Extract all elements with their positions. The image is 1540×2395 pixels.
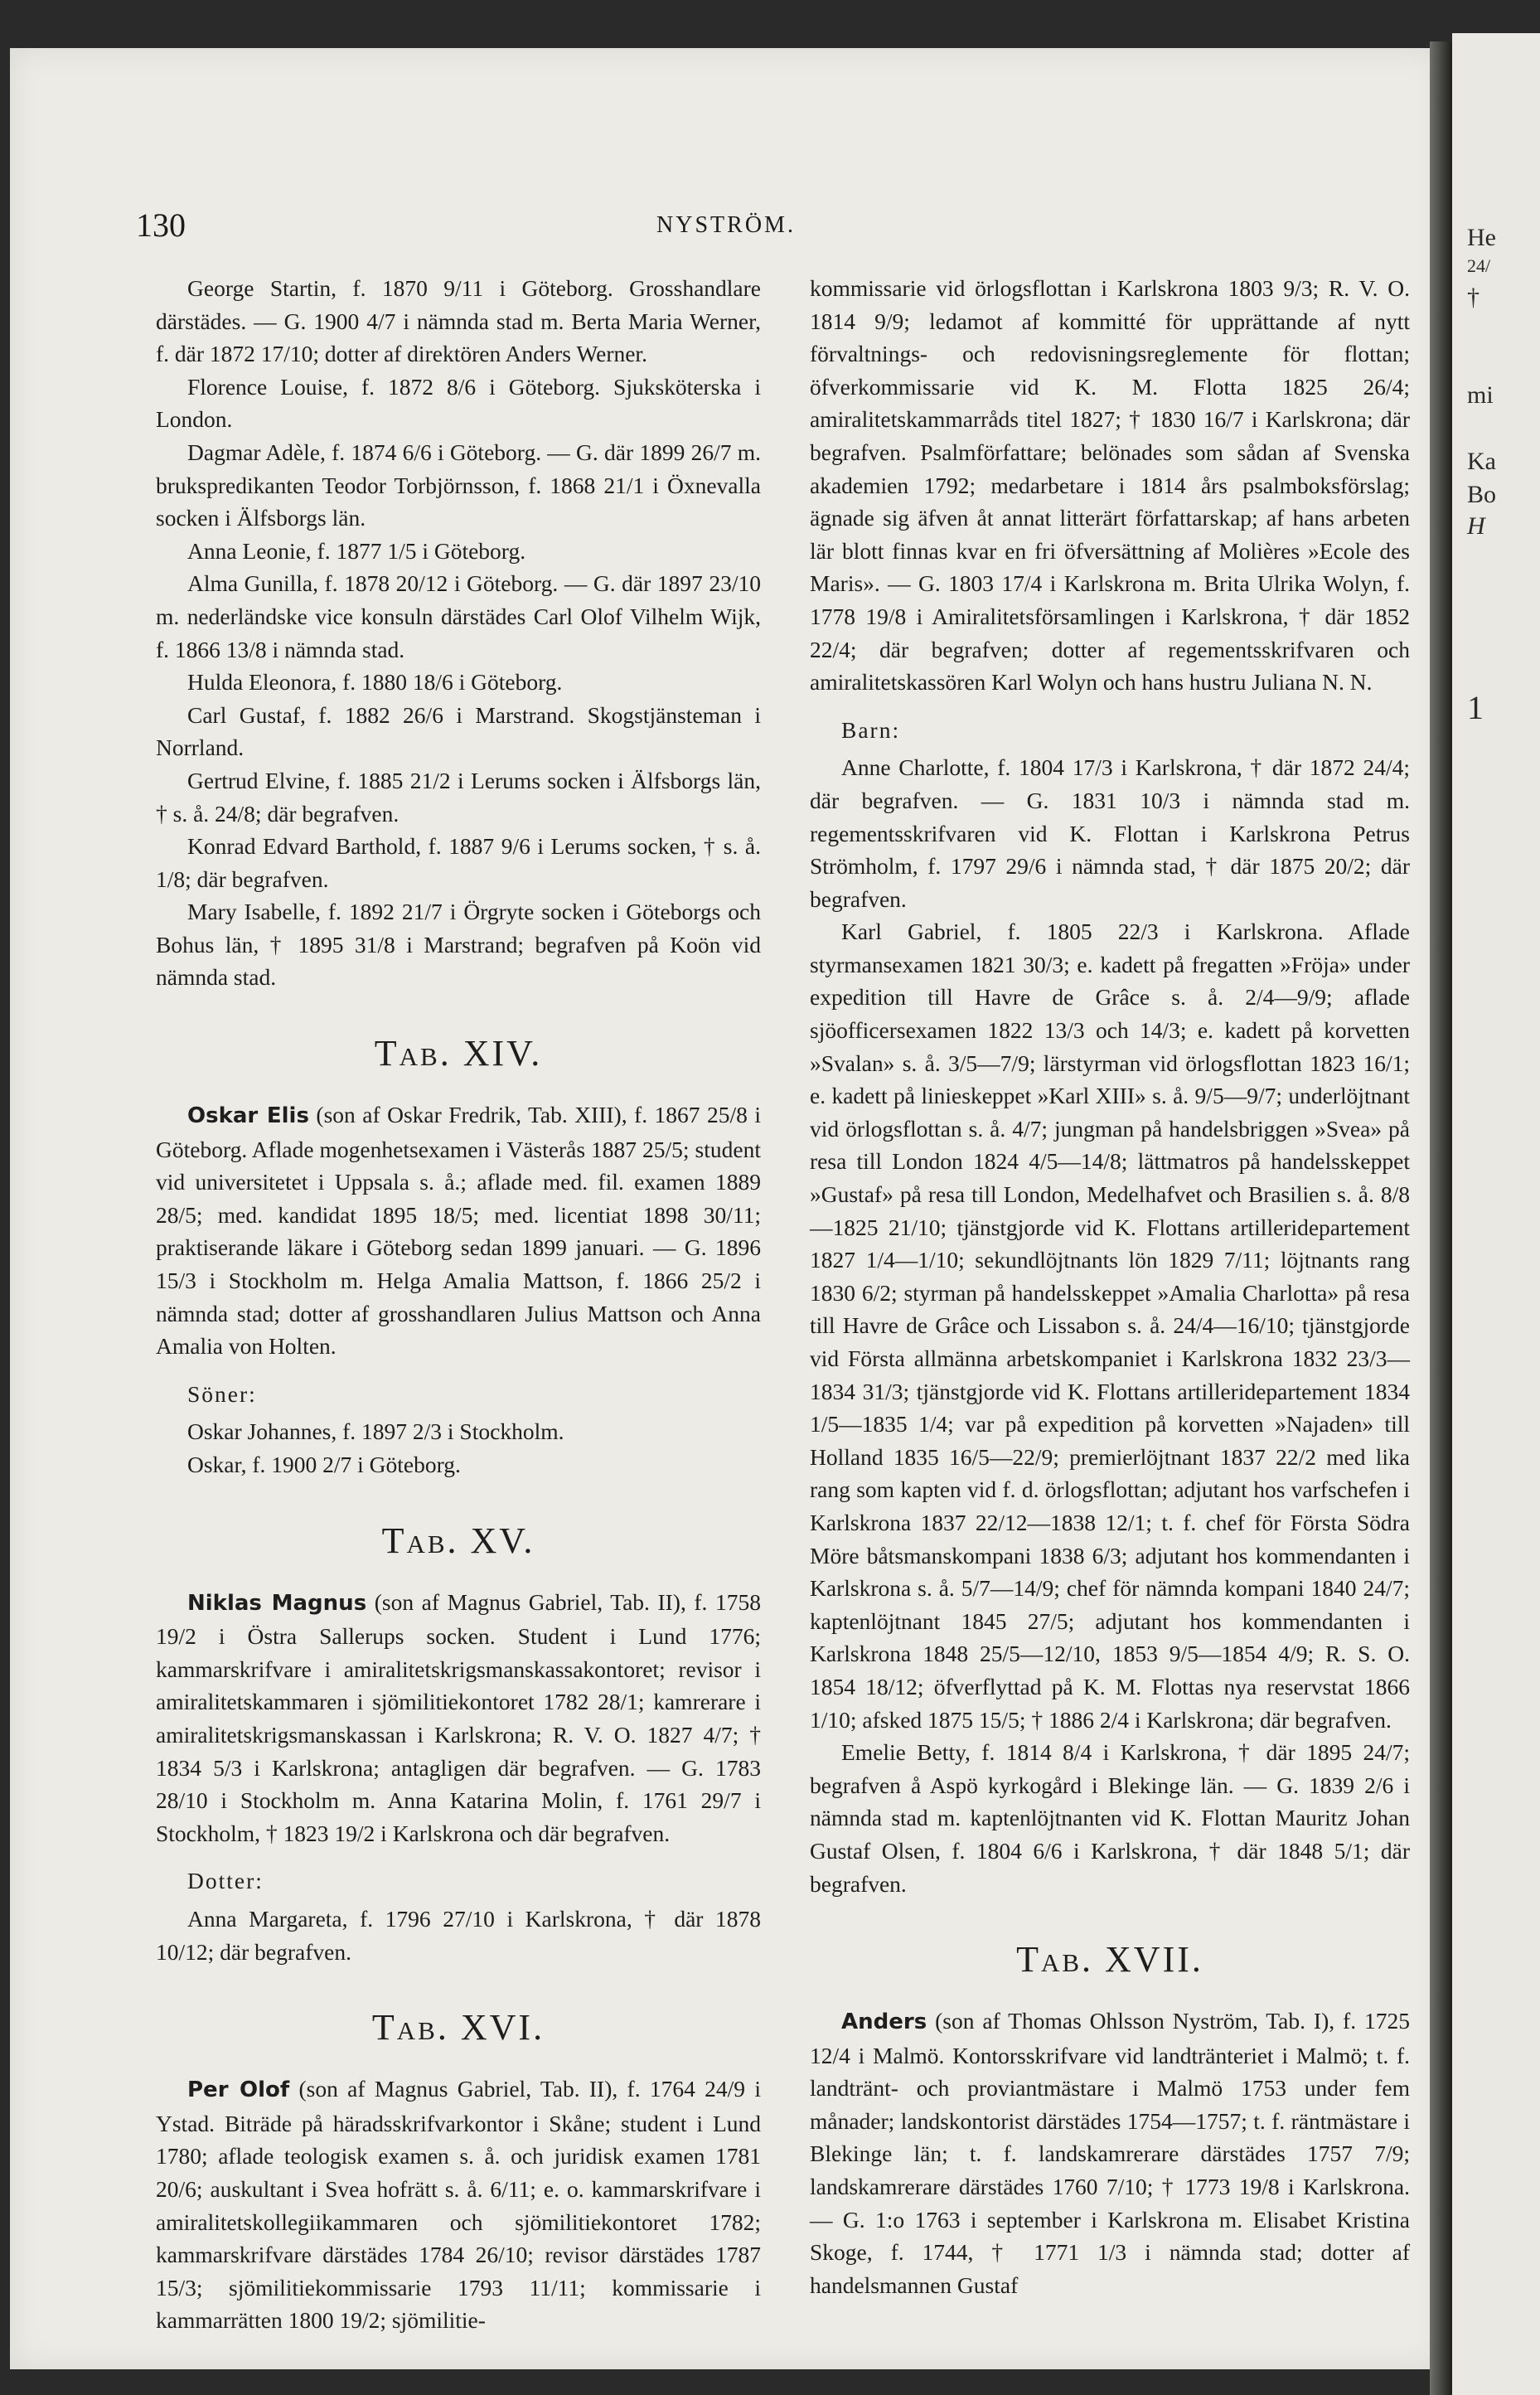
section-text: (son af Magnus Gabriel, Tab. II), f. 1758 19/2 i Östra Sallerups socken. Student i Lund 1776; kammarskrifvare i amiralitetskrigsmanskassakontoret; revisor i amiralitetskammaren i sjömilitiekontoret 1782 28/1; kamrerare i amiralitetskrigsmanskassan i Karlskrona; R. V. O. 1827 4/7; † 1834 5/3 i Karlskrona; antagligen där begrafven. — G. 1783 28/10 i Stockholm m. Anna Katarina Molin, f. 1761 29/7 i Stockholm, † 1823 19/2 i Karlskrona och där begrafven. bbox=[156, 1588, 761, 1846]
fragment-text: 24/ bbox=[1467, 255, 1491, 276]
section-body bbox=[810, 2005, 1410, 2301]
child-entry: Anna Margareta, f. 1796 27/10 i Karlskrona, † där 1878 10/12; där begrafven. bbox=[156, 1905, 761, 1965]
section-body bbox=[156, 1098, 761, 1363]
section-heading: Tab. XIV. bbox=[374, 1033, 543, 1074]
child-entry: Emelie Betty, f. 1814 8/4 i Karlskrona, † där 1895 24/7; begrafven å Aspö kyrkogård i Blekinge län. — G. 1839 2/6 i nämnda stad m. kaptenlöjtnanten vid K. Flottan Mauritz Johan Gustaf Olsen, f. 1804 6/6 i Karlskrona, † där 1848 5/1; där begrafven. bbox=[810, 1739, 1410, 1897]
fragment-text: Ka bbox=[1467, 448, 1496, 475]
book-gutter bbox=[1430, 41, 1453, 2395]
section-text: (son af Thomas Ohlsson Nyström, Tab. I), f. 1725 12/4 i Malmö. Kontorsskrifvare vid landtränteriet i Malmö; t. f. landtränt- och proviantmästare i Malmö 1753 under fem månader; landskontorist därstädes 1754—1757; t. f. räntmästare i Blekinge län; t. f. landskamrerare därstädes 1757 7/9; landskamrerare därstädes 1760 7/10; † 1773 19/8 i Karlskrona. — G. 1:o 1763 i september i Karlskrona m. Elisabet Kristina Skoge, f. 1744, † 1771 1/3 i nämnda stad; dotter af handelsmannen Gustaf bbox=[810, 2008, 1410, 2298]
section-text: (son af Oskar Fredrik, Tab. XIII), f. 1867 25/8 i Göteborg. Aflade mogenhetsexamen i Västerås 1887 25/5; student vid universitetet i Uppsala s. å.; aflade med. fil. examen 1889 28/5; med. kandidat 1895 18/5; med. licentiat 1898 30/11; praktiserande läkare i Göteborg sedan 1899 januari. — G. 1896 15/3 i Stockholm m. Helga Amalia Mattson, f. 1866 25/2 i nämnda stad; dotter af grosshandlaren Julius Mattson och Anna Amalia von Holten. bbox=[156, 1102, 761, 1360]
section-heading: Tab. XV. bbox=[381, 1520, 535, 1561]
fragment-text: Bo bbox=[1467, 481, 1497, 508]
lead-name: Niklas Magnus bbox=[187, 1590, 367, 1616]
fragment-text: He bbox=[1467, 224, 1496, 251]
children-label: Dotter: bbox=[187, 1868, 264, 1894]
child-entry: Karl Gabriel, f. 1805 22/3 i Karlskrona. Aflade styrmansexamen 1821 30/3; e. kadett på fregatten »Fröja» under expedition till Havre de Grâce s. å. 2/4—9/9; aflade sjöofficersexamen 1822 13/3 och 14/3; e. kadett på korvetten »Svalan» s. å. 3/5—7/9; lärstyrman vid örlogsflottan 1823 16/1; e. kadett på linieskeppet »Karl XIII» s. å. 9/5—9/7; underlöjtnant vid örlogsflottan s. å. 4/7; jungman på handelsbriggen »Svea» på resa till London 1824 4/5—14/8; lättmatros på handelsskeppet »Gustaf» på resa till London, Medelhafvet och Brasilien s. å. 8/8—1825 21/10; tjänstgjorde vid K. Flottans artilleridepartement 1827 1/4—1/10; sekundlöjtnants lön 1829 7/11; löjtnants rang 1830 6/2; styrman på handelsskeppet »Amalia Charlotta» på resa till Havre de Grâce och Lissabon s. å. 24/4—16/10; tjänstgjorde vid Första allmänna arbetskompaniet i Karlskrona 1832 23/3—1834 31/3; tjänstgjorde vid K. Flottans artilleridepartement 1834 1/5—1835 1/4; var på expedition på korvetten »Najaden» till Holland 1835 16/5—22/9; premierlöjtnant 1837 22/2 med lika rang som kapten vid f. d. örlogsflottan; adjutant hos varfschefen i Karlskrona 1837 22/12—1838 12/1; t. f. chef för Första Södra Möre båtsmanskompani 1838 6/3; adjutant hos kommendanten i Karlskrona s. å. 5/7—14/9; chef för nämnda kompani 1840 24/7; kaptenlöjtnant 1845 27/5; adjutant hos kommendanten i Karlskrona 1848 25/5—12/10, 1853 9/5—1854 4/9; R. S. O. 1854 18/12; öfverflyttad på K. M. Flottas nya reservstat 1866 1/10; afsked 1875 15/5; † 1886 2/4 i Karlskrona; där begrafven. bbox=[810, 919, 1410, 1733]
section-heading: Tab. XVI. bbox=[371, 2007, 545, 2048]
right-column bbox=[810, 272, 1410, 2301]
entry: Alma Gunilla, f. 1878 20/12 i Göteborg. — G. där 1897 23/10 m. nederländske vice konsuln därstädes Carl Olof Vilhelm Wijk, f. 1866 13/8 i nämnda stad. bbox=[156, 570, 761, 662]
adjacent-page-edge bbox=[1452, 33, 1540, 2395]
entry: Konrad Edvard Barthold, f. 1887 9/6 i Lerums socken, † s. å. 1/8; där begrafven. bbox=[156, 833, 761, 892]
section-body bbox=[156, 2073, 761, 2337]
page-header bbox=[10, 206, 1442, 247]
entry: George Startin, f. 1870 9/11 i Göteborg. Grosshandlare därstädes. — G. 1900 4/7 i nämnda stad m. Berta Maria Werner, f. där 1872 17/10; dotter af direktören Anders Werner. bbox=[156, 275, 761, 367]
child-entry: Oskar Johannes, f. 1897 2/3 i Stockholm. bbox=[187, 1418, 564, 1445]
fragment-text: † bbox=[1467, 284, 1479, 311]
running-head: NYSTRÖM. bbox=[656, 212, 796, 238]
entry: Dagmar Adèle, f. 1874 6/6 i Göteborg. — G. där 1899 26/7 m. brukspredikanten Teodor Torbjörnsson, f. 1868 21/1 i Öxnevalla socken i Älfsborgs län. bbox=[156, 439, 761, 531]
entry: Mary Isabelle, f. 1892 21/7 i Örgryte socken i Göteborgs och Bohus län, † 1895 31/8 i Marstrand; begrafven på Koön vid nämnda stad. bbox=[156, 899, 761, 991]
section-body bbox=[156, 1586, 761, 1850]
entry: Gertrud Elvine, f. 1885 21/2 i Lerums socken i Älfsborgs län, † s. å. 24/8; där begrafven. bbox=[156, 767, 761, 827]
children-label: Barn: bbox=[841, 716, 901, 743]
section-text: (son af Magnus Gabriel, Tab. II), f. 1764 24/9 i Ystad. Biträde på häradsskrifvarkontor i Skåne; student i Lund 1780; aflade teologisk examen s. å. och juridisk examen 1781 20/6; auskultant i Svea hofrätt s. å. 6/11; e. o. kammarskrifvare i amiralitetskollegiikammaren och sjömilitiekontoret 1782; kammarskrifvare därstädes 1784 26/10; revisor därstädes 1787 15/3; sjömilitiekommissarie 1793 11/11; kommissarie i kammarrätten 1800 19/2; sjömilitie- bbox=[156, 2076, 762, 2334]
child-entry: Oskar, f. 1900 2/7 i Göteborg. bbox=[187, 1452, 461, 1477]
entry: Anna Leonie, f. 1877 1/5 i Göteborg. bbox=[187, 537, 526, 564]
fragment-text: mi bbox=[1467, 381, 1494, 409]
lead-name: Anders bbox=[841, 2010, 927, 2035]
book-page bbox=[10, 48, 1442, 2369]
fragment-text: 1 bbox=[1467, 689, 1484, 726]
lead-name: Per Olof bbox=[187, 2077, 290, 2103]
lead-name: Oskar Elis bbox=[187, 1103, 309, 1129]
child-entry: Anne Charlotte, f. 1804 17/3 i Karlskrona, † där 1872 24/4; där begrafven. — G. 1831 10/3 i nämnda stad m. regementsskrifvaren vid K. Flottan i Karlskrona Petrus Strömholm, f. 1797 29/6 i nämnda stad, † där 1875 20/2; där begrafven. bbox=[810, 754, 1410, 912]
section-heading: Tab. XVII. bbox=[1016, 1939, 1203, 1980]
entry: Florence Louise, f. 1872 8/6 i Göteborg. Sjuksköterska i London. bbox=[156, 373, 761, 433]
entry: Hulda Eleonora, f. 1880 18/6 i Göteborg. bbox=[187, 669, 563, 696]
left-column bbox=[156, 272, 761, 2337]
continuation-text: kommissarie vid örlogsflottan i Karlskrona 1803 9/3; R. V. O. 1814 9/9; ledamot af kommitté för upprättande af nytt förvaltnings- och redovisningsreglemente för flottan; öfverkommissarie vid K. M. Flotta 1825 26/4; amiralitetskammarråds titel 1827; † 1830 16/7 i Karlskrona; där begrafven. Psalmförfattare; belönades som sådan af Svenska akademien 1792; medarbetare i 1814 års psalmboksförslag; ägnade sig äfven åt annat litterärt författarskap; af hans arbeten lär blott finnas kvar en fri öfversättning af Molières »Ecole des Maris». — G. 1803 17/4 i Karlskrona m. Brita Ulrika Wolyn, f. 1778 19/8 i Amiralitetsförsamlingen i Karlskrona, † där 1852 22/4; där begrafven; dotter af regementsskrifvaren och amiralitetskassören Karl Wolyn och hans hustru Juliana N. N. bbox=[810, 275, 1410, 696]
children-label: Söner: bbox=[187, 1380, 257, 1407]
fragment-text: H bbox=[1467, 512, 1485, 540]
page-number: 130 bbox=[136, 206, 186, 244]
entry: Carl Gustaf, f. 1882 26/6 i Marstrand. Skogstjänsteman i Norrland. bbox=[156, 701, 761, 761]
